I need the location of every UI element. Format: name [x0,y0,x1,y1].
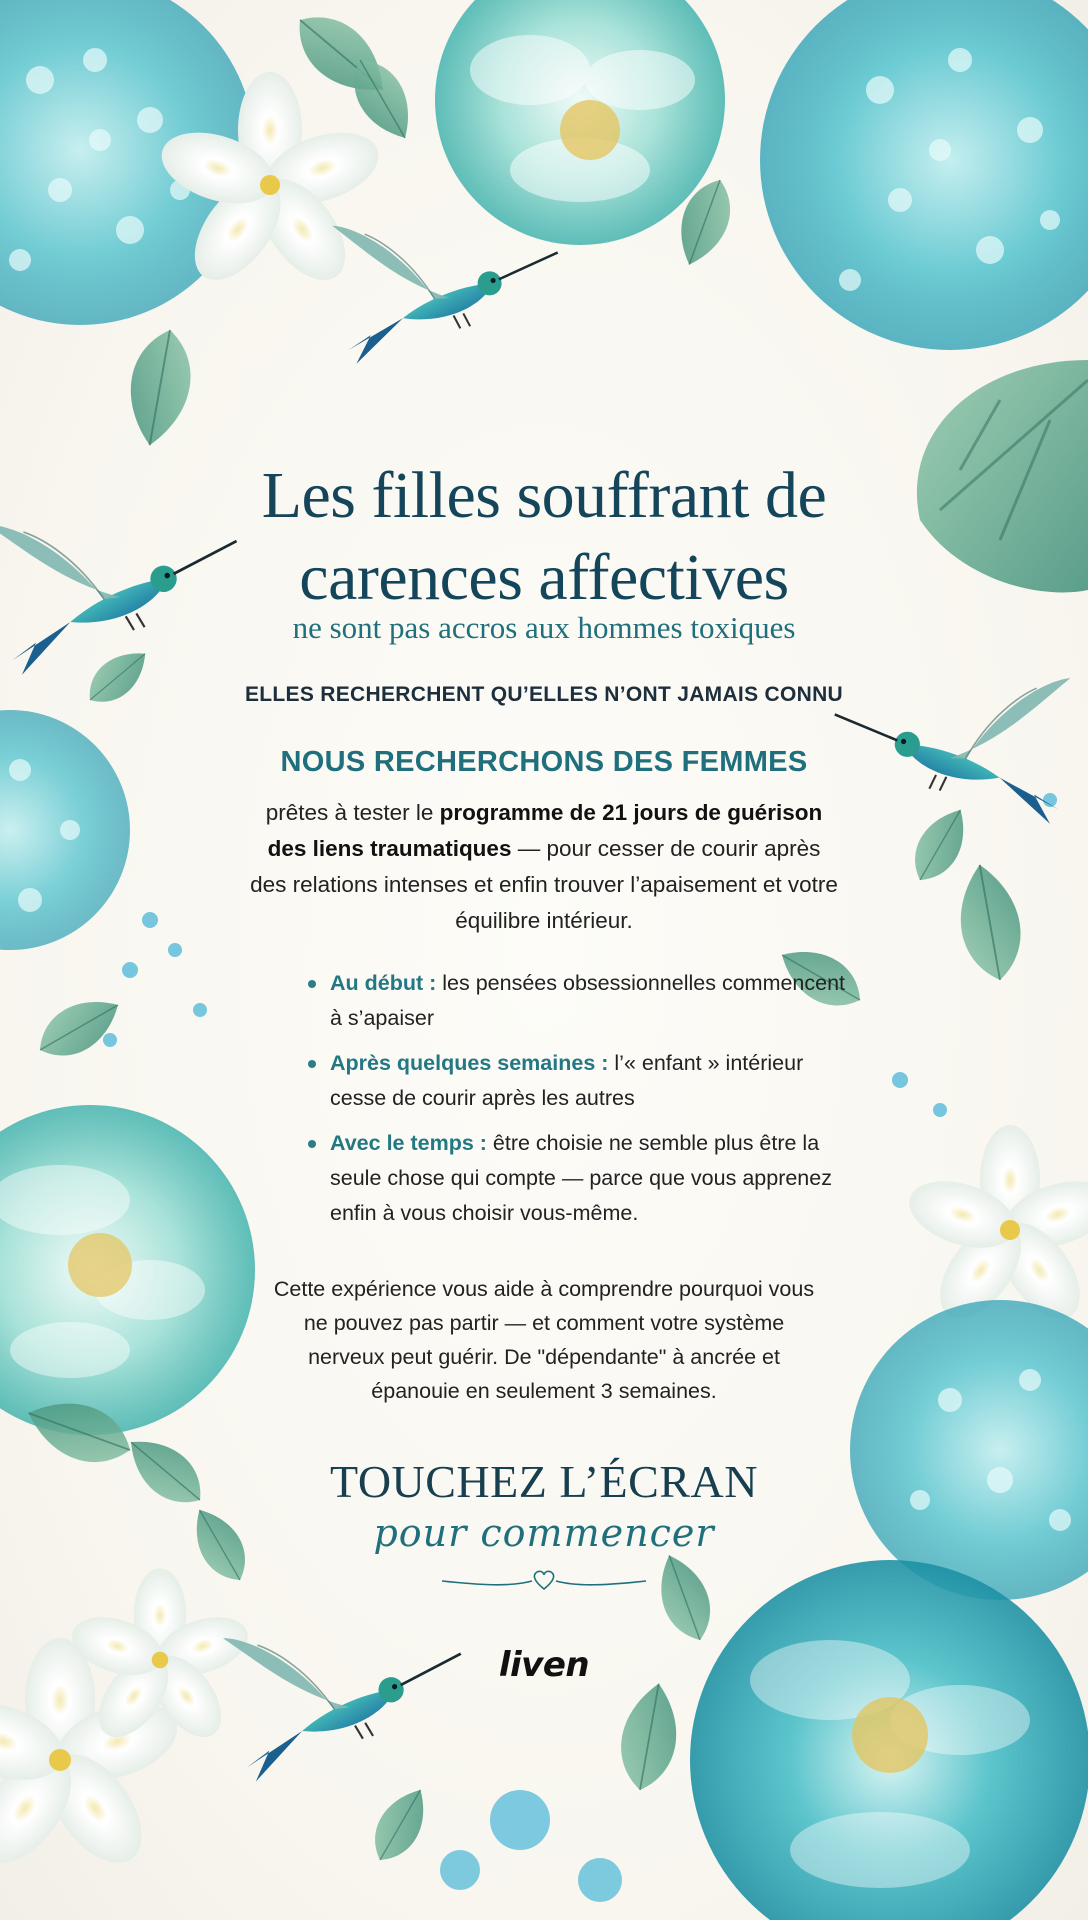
intro-paragraph [250,795,838,939]
heart-divider-icon [440,1567,648,1593]
headline-line-2: carences affectives [299,541,789,614]
benefit-text: être choisie ne semble plus être la seule chose qui compte — parce que vous apprenez enfin à vous choisir vous-même. [330,1131,832,1225]
intro-suffix: — pour cesser de courir après des relations intenses et enfin trouver l’apaisement et votre équilibre intérieur. [250,836,838,933]
benefit-label: Après quelques semaines : [330,1051,609,1075]
benefit-text: l’« enfant » intérieur cesse de courir après les autres [330,1051,804,1110]
tagline: ELLES RECHERCHENT QU’ELLES N’ONT JAMAIS CONNU [244,683,844,706]
cta-subtitle[interactable]: pour commencer [373,1511,715,1555]
brand-logo: liven [498,1645,590,1685]
benefits-list [300,966,860,1241]
benefit-text: les pensées obsessionnelles commencent à s’apaiser [330,971,846,1030]
intro-prefix: prêtes à tester le [265,800,440,825]
bullet-icon [308,980,316,988]
cta-title[interactable]: TOUCHEZ L’ÉCRAN [330,1456,758,1507]
list-item [300,1046,860,1116]
headline-line-1: Les filles souffrant de [261,459,827,532]
benefit-label: Avec le temps : [330,1131,487,1155]
intro-program-name: programme de 21 jours de guérison des liens traumatiques [267,800,823,861]
list-item [300,966,860,1036]
bullet-icon [308,1140,316,1148]
hummingbird-icon [823,639,1081,825]
headline [0,455,1088,619]
section-title: NOUS RECHERCHONS DES FEMMES [280,746,808,778]
benefit-label: Au début : [330,971,437,995]
closing-paragraph: Cette expérience vous aide à comprendre pourquoi vous ne pouvez pas partir — et comment votre système nerveux peut guérir. De "dépendante" à ancrée et épanouie en seulement 3 semaines. [273,1277,815,1403]
list-item [300,1126,860,1231]
bullet-icon [308,1060,316,1068]
subheadline: ne sont pas accros aux hommes toxiques [292,610,796,645]
